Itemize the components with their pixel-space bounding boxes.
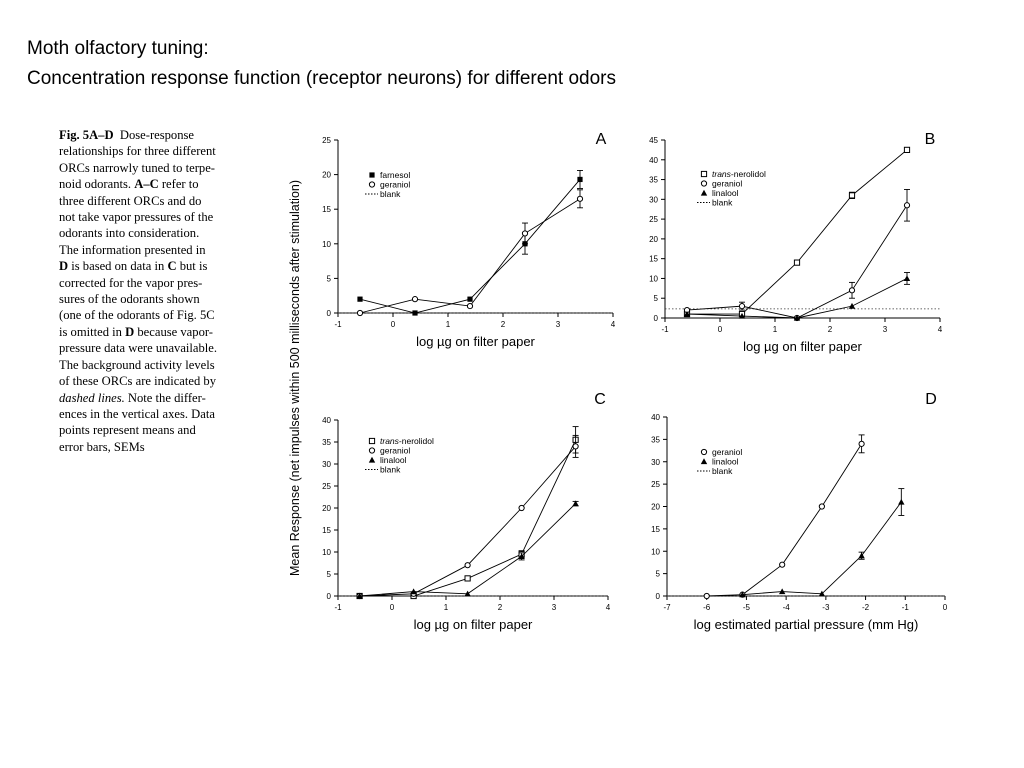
- data-point: [577, 177, 582, 182]
- x-tick-label: 4: [937, 325, 943, 334]
- caption-segment: Fig. 5A–D: [59, 128, 114, 142]
- caption-segment: odorants into consideration.: [59, 226, 200, 241]
- y-tick-label: 15: [322, 526, 331, 535]
- y-tick-label: 10: [322, 548, 331, 557]
- y-tick-label: 40: [322, 416, 331, 425]
- panel-label: A: [595, 131, 607, 148]
- data-point: [898, 499, 904, 505]
- data-point: [739, 304, 744, 309]
- legend-marker: [701, 190, 707, 196]
- caption-segment: Note the differ-: [124, 390, 206, 405]
- data-point: [412, 297, 417, 302]
- data-point: [849, 303, 855, 309]
- x-axis-label: log µg on filter paper: [413, 617, 533, 632]
- series-line: [360, 504, 576, 596]
- legend-label: [380, 436, 434, 446]
- y-tick-label: 40: [649, 155, 658, 165]
- caption-segment: refer to: [158, 177, 199, 192]
- slide-title-line2: Concentration response function (receptor neurons) for different odors: [27, 68, 616, 89]
- x-tick-label: 3: [555, 320, 561, 329]
- y-tick-label: 35: [649, 175, 658, 185]
- legend-label: geraniol: [712, 447, 743, 457]
- chart-panel-a: [322, 131, 616, 349]
- caption-segment: pressure data were unavailable.: [59, 341, 218, 356]
- y-tick-label: 0: [326, 309, 331, 318]
- y-tick-label: 0: [655, 592, 660, 601]
- y-tick-label: 0: [326, 592, 331, 601]
- legend-marker: [701, 458, 707, 464]
- legend-label: linalool: [380, 455, 407, 465]
- x-tick-label: -1: [901, 603, 909, 612]
- caption-segment: is omitted in: [59, 324, 126, 339]
- series-line: [687, 278, 907, 318]
- legend-label: [712, 169, 766, 179]
- legend-label: geraniol: [380, 179, 411, 190]
- legend-label: linalool: [712, 188, 739, 198]
- chart-panel-b: [649, 131, 943, 354]
- legend-marker: [369, 172, 374, 177]
- data-point: [859, 441, 864, 446]
- x-tick-label: 4: [610, 320, 616, 329]
- y-tick-label: 15: [649, 254, 658, 264]
- caption-segment: D: [125, 324, 135, 339]
- data-point: [522, 231, 527, 236]
- y-tick-label: 10: [651, 547, 660, 557]
- data-point: [412, 310, 417, 315]
- caption-segment: (one of the odorants of Fig. 5C: [59, 308, 215, 323]
- caption-segment: is based on data in: [68, 259, 168, 274]
- y-tick-label: 10: [322, 239, 331, 249]
- legend-label: blank: [380, 189, 401, 199]
- caption-segment: D: [59, 259, 69, 274]
- x-tick-label: 0: [942, 603, 948, 612]
- x-axis-label: log µg on filter paper: [743, 339, 862, 354]
- legend-marker: [701, 181, 706, 186]
- caption-segment: of these ORCs are indicated by: [59, 374, 217, 389]
- series-line: [360, 179, 580, 313]
- y-tick-label: 0: [653, 314, 658, 323]
- legend: [697, 169, 766, 208]
- series-line: [360, 199, 580, 313]
- legend-label: blank: [712, 466, 733, 476]
- x-tick-label: 0: [390, 320, 396, 329]
- x-tick-label: 1: [445, 320, 451, 329]
- legend-marker: [369, 438, 374, 443]
- panel-label: C: [594, 391, 606, 408]
- legend-label: blank: [712, 197, 733, 208]
- legend-marker: [369, 448, 374, 453]
- x-tick-label: -2: [862, 603, 870, 612]
- y-tick-label: 40: [651, 413, 660, 422]
- caption-segment: sures of the odorants shown: [59, 292, 200, 307]
- y-tick-label: 35: [651, 435, 660, 445]
- x-tick-label: 2: [500, 320, 506, 329]
- x-axis-label: log µg on filter paper: [416, 334, 535, 349]
- panel-label: B: [924, 131, 936, 148]
- legend-label: blank: [380, 464, 401, 475]
- legend-label: geraniol: [380, 445, 411, 456]
- data-point: [467, 303, 472, 308]
- y-tick-label: 20: [651, 502, 660, 512]
- legend-label-rest: -nerolidol: [730, 169, 766, 179]
- shared-y-axis-label: Mean Response (net impulses within 500 milliseconds after stimulation): [288, 179, 302, 577]
- data-point: [904, 275, 910, 281]
- x-tick-label: 2: [497, 603, 503, 612]
- y-tick-label: 20: [322, 170, 331, 180]
- x-tick-label: -7: [663, 603, 671, 612]
- caption-segment: ences in the vertical axes. Data: [59, 406, 215, 421]
- caption-segment: points represent means and: [59, 423, 196, 438]
- y-tick-label: 5: [653, 294, 658, 304]
- caption-segment: The background activity levels: [59, 357, 215, 372]
- y-tick-label: 5: [655, 569, 660, 579]
- y-tick-label: 25: [322, 482, 331, 491]
- series-line: [742, 502, 901, 595]
- caption-segment: corrected for the vapor pres-: [59, 275, 203, 290]
- y-tick-label: 35: [322, 438, 331, 447]
- caption-segment: but is: [176, 259, 208, 274]
- caption-segment: three different ORCs and do: [59, 193, 202, 208]
- data-point: [819, 504, 824, 509]
- data-point: [577, 196, 582, 201]
- legend-marker: [701, 449, 706, 454]
- legend-marker: [369, 182, 374, 187]
- legend: [697, 447, 742, 476]
- caption-segment: dashed lines.: [59, 390, 125, 405]
- data-point: [780, 562, 785, 567]
- data-point: [467, 297, 472, 302]
- y-tick-label: 30: [322, 460, 331, 469]
- data-point: [904, 147, 909, 152]
- data-point: [519, 505, 524, 510]
- x-tick-label: -4: [782, 603, 790, 612]
- data-point: [704, 593, 709, 598]
- x-tick-label: -1: [334, 603, 342, 612]
- y-tick-label: 25: [651, 480, 660, 490]
- data-point: [573, 444, 578, 449]
- x-tick-label: -6: [703, 603, 711, 612]
- y-tick-label: 5: [326, 274, 331, 284]
- y-tick-label: 15: [651, 524, 660, 534]
- chart-panel-d: [651, 391, 948, 632]
- legend: [365, 436, 434, 475]
- legend-marker: [701, 171, 706, 176]
- caption-segment: C: [167, 259, 177, 274]
- legend-label: farnesol: [380, 170, 411, 180]
- legend-label-prefix: trans: [712, 169, 731, 179]
- caption-segment: A–C: [134, 177, 159, 192]
- x-tick-label: 3: [882, 325, 888, 334]
- caption-segment: relationships for three different: [59, 144, 216, 159]
- data-point: [849, 288, 854, 293]
- legend-label: geraniol: [712, 178, 743, 189]
- chart-panel-c: [322, 391, 611, 632]
- y-tick-label: 30: [651, 457, 660, 467]
- x-tick-label: 1: [772, 325, 778, 334]
- x-tick-label: 4: [605, 603, 611, 612]
- legend: [365, 170, 410, 199]
- x-tick-label: -3: [822, 603, 830, 612]
- caption-segment: noid odorants.: [59, 177, 135, 192]
- x-tick-label: 0: [389, 603, 395, 612]
- caption-segment: ORCs narrowly tuned to terpe-: [59, 160, 215, 175]
- x-tick-label: 2: [827, 325, 833, 334]
- legend-label-rest: -nerolidol: [398, 436, 434, 446]
- data-point: [357, 297, 362, 302]
- legend-marker: [369, 457, 375, 463]
- data-point: [357, 310, 362, 315]
- y-tick-label: 25: [649, 215, 658, 225]
- y-tick-label: 30: [649, 195, 658, 205]
- panel-label: D: [925, 391, 937, 408]
- y-tick-label: 10: [649, 274, 658, 284]
- x-tick-label: -1: [334, 320, 342, 329]
- caption-segment: because vapor-: [134, 324, 214, 339]
- data-point: [465, 576, 470, 581]
- x-tick-label: 1: [443, 603, 449, 612]
- y-tick-label: 20: [322, 504, 331, 513]
- data-point: [794, 260, 799, 265]
- x-tick-label: 3: [551, 603, 557, 612]
- caption-segment: not take vapor pressures of the: [59, 210, 214, 225]
- x-axis-label: log estimated partial pressure (mm Hg): [693, 617, 919, 632]
- data-point: [904, 203, 909, 208]
- caption-segment: error bars, SEMs: [59, 439, 145, 454]
- y-tick-label: 5: [326, 570, 331, 579]
- data-point: [849, 193, 854, 198]
- slide-title-line1: Moth olfactory tuning:: [27, 38, 209, 59]
- legend-label: linalool: [712, 456, 739, 467]
- caption-segment: Dose-response: [113, 128, 195, 142]
- y-tick-label: 25: [322, 136, 331, 145]
- caption-segment: The information presented in: [59, 242, 206, 257]
- y-tick-label: 15: [322, 205, 331, 215]
- y-tick-label: 45: [649, 136, 658, 145]
- x-tick-label: -1: [661, 325, 669, 334]
- y-tick-label: 20: [649, 234, 658, 244]
- x-tick-label: -5: [742, 603, 750, 612]
- data-point: [465, 563, 470, 568]
- legend-label-prefix: trans: [380, 436, 399, 446]
- x-tick-label: 0: [717, 325, 723, 334]
